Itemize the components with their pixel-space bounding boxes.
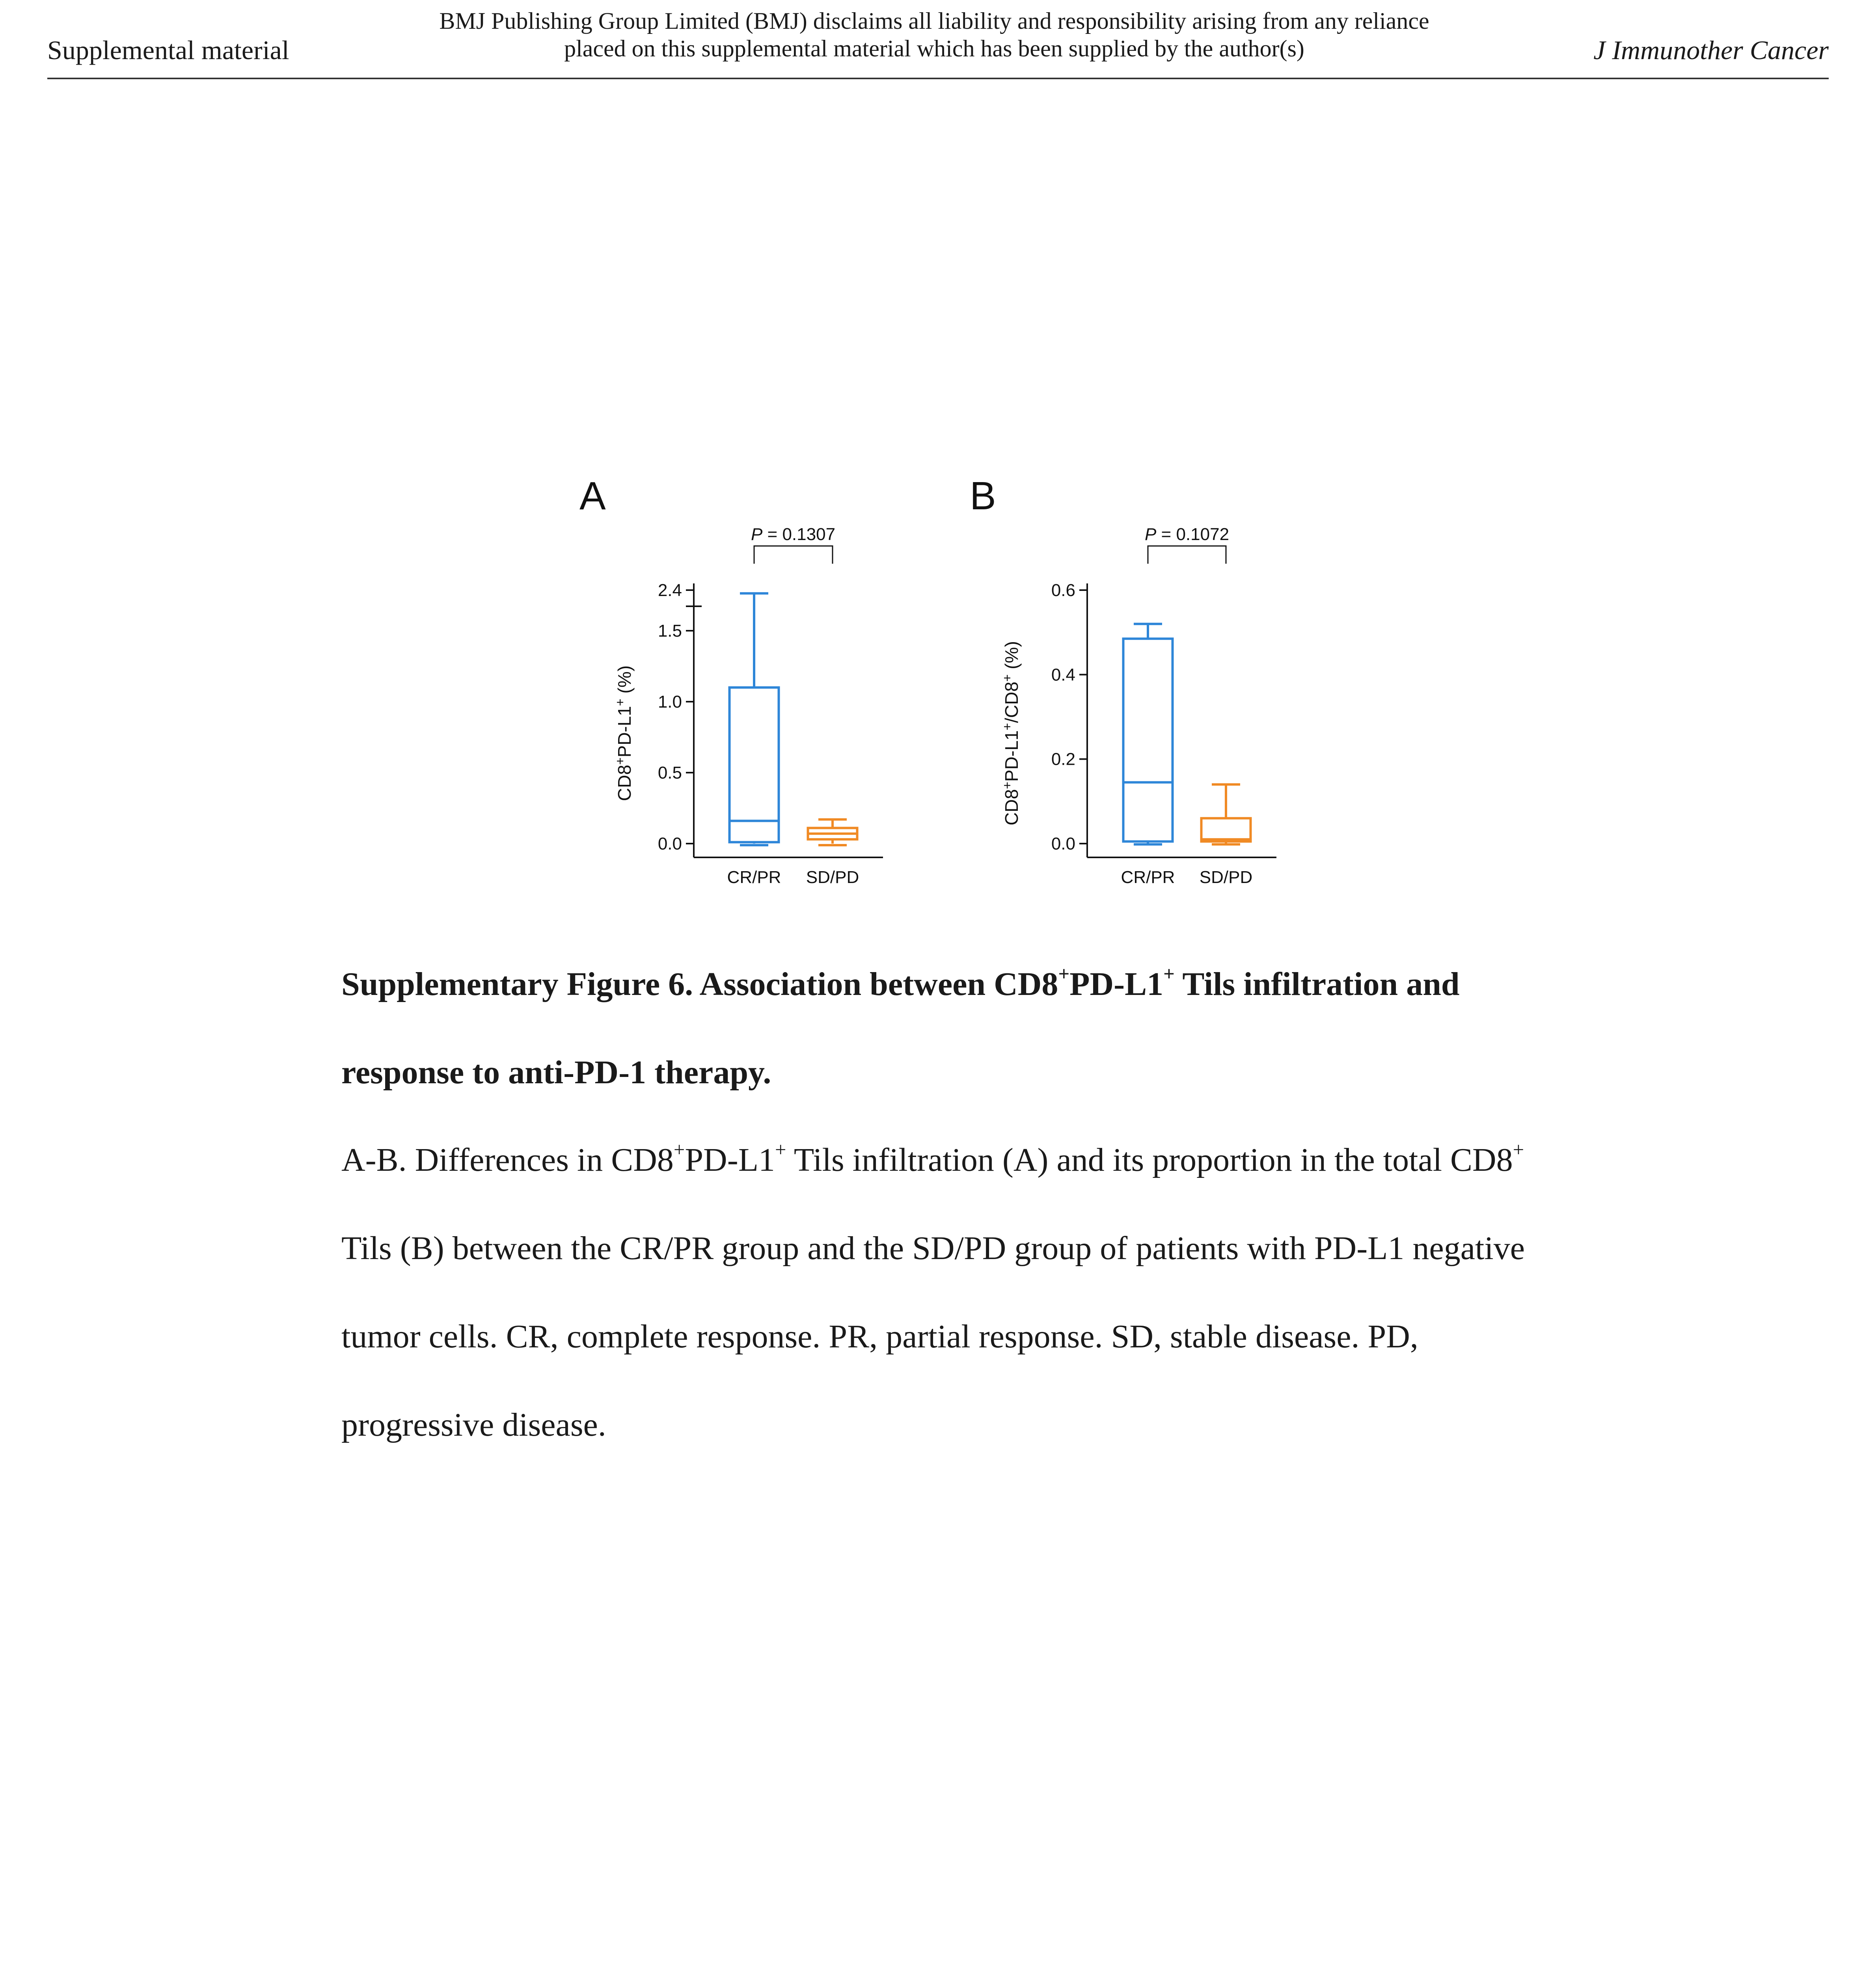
panel-a-ytick-label: 2.4	[658, 581, 682, 600]
panel-b-ylabel-part: (%)	[1001, 641, 1022, 674]
figure-caption-body	[341, 1116, 1563, 1469]
panel-b-ylabel-part: /CD8	[1001, 682, 1022, 723]
panel-a-ylabel-sup: +	[613, 699, 627, 706]
figure-caption-title	[341, 940, 1563, 1117]
panel-b-letter: B	[970, 474, 996, 518]
panel-b-p-text: = 0.1072	[1156, 525, 1230, 544]
caption-body-part: A-B. Differences in CD8	[341, 1142, 674, 1178]
panel-a-ytick-label: 1.5	[658, 621, 682, 641]
panel-a-ytick-label: 0.0	[658, 834, 682, 853]
header-disclaimer	[355, 7, 1514, 62]
caption-body-sup: +	[1513, 1138, 1524, 1161]
caption-title-part: Supplementary Figure 6. Association between CD8	[341, 966, 1058, 1002]
figure-6	[552, 465, 1340, 907]
panel-b-ytick-label: 0.0	[1051, 834, 1075, 853]
panel-b-box	[1123, 639, 1173, 841]
panel-a	[579, 474, 883, 887]
panel-b-p-value	[1145, 525, 1229, 544]
caption-title-sup: +	[1163, 963, 1175, 985]
panel-b-significance-bracket	[1148, 546, 1226, 564]
panel-b-box	[1202, 818, 1251, 842]
panel-b-ylabel-sup: +	[1000, 723, 1014, 730]
caption-title-part: PD-L1	[1069, 966, 1164, 1002]
panel-a-xtick-crpr: CR/PR	[727, 868, 781, 887]
panel-a-letter: A	[579, 474, 606, 518]
panel-a-ylabel-part: PD-L1	[614, 706, 635, 758]
caption-title-part: Tils infiltration and response to anti-PD-1 therapy.	[341, 966, 1460, 1091]
panel-b-box-sd-pd	[1202, 784, 1251, 844]
disclaimer-line-1: BMJ Publishing Group Limited (BMJ) disclaims all liability and responsibility arising from any reliance	[439, 8, 1429, 34]
panel-b	[970, 474, 1276, 887]
panel-a-p-label: P	[751, 525, 763, 544]
caption-body-sup: +	[775, 1138, 786, 1161]
panel-a-ylabel	[613, 665, 635, 801]
caption-body-sup: +	[673, 1138, 685, 1161]
header-journal: J Immunother Cancer	[1593, 35, 1829, 65]
panel-b-ylabel-sup: +	[1000, 674, 1014, 682]
panel-a-p-value	[751, 525, 835, 544]
panel-b-box-cr-pr	[1123, 624, 1173, 844]
caption-body-part: Tils infiltration (A) and its proportion in the total CD8	[786, 1142, 1513, 1178]
panel-a-xtick-sdpd: SD/PD	[806, 868, 859, 887]
panel-b-xtick-sdpd: SD/PD	[1199, 868, 1253, 887]
panel-b-ylabel-part: PD-L1	[1001, 730, 1022, 782]
panel-a-ylabel-part: CD8	[614, 765, 635, 801]
panel-b-ytick-label: 0.6	[1051, 581, 1075, 600]
panel-a-p-text: = 0.1307	[762, 525, 836, 544]
caption-title-sup: +	[1058, 963, 1070, 985]
panel-a-box-sd-pd	[808, 820, 857, 845]
panel-b-ylabel-part: CD8	[1001, 789, 1022, 825]
header-left: Supplemental material	[47, 35, 289, 65]
panel-a-box-cr-pr	[730, 593, 779, 845]
header-rule	[47, 78, 1829, 79]
caption-body-part: PD-L1	[685, 1142, 775, 1178]
panel-a-ytick-label: 0.5	[658, 763, 682, 782]
panel-b-ylabel-sup: +	[1000, 782, 1014, 789]
panel-b-p-label: P	[1144, 525, 1157, 544]
panel-b-ytick-label: 0.4	[1051, 665, 1075, 685]
panel-a-ylabel-sup: +	[613, 757, 627, 765]
panel-b-ylabel	[1000, 641, 1022, 825]
caption-body-part: Tils (B) between the CR/PR group and the SD/PD group of patients with PD-L1 negative tumor cells. CR, complete response. PR, partial response. SD, stable disease. PD, progressive disease.	[341, 1230, 1525, 1443]
panel-a-ylabel-part: (%)	[614, 665, 635, 699]
disclaimer-line-2: placed on this supplemental material which has been supplied by the author(s)	[564, 35, 1304, 61]
panel-a-ytick-label: 1.0	[658, 692, 682, 712]
panel-a-significance-bracket	[754, 546, 833, 564]
panel-a-box	[730, 687, 779, 842]
panel-b-xtick-crpr: CR/PR	[1121, 868, 1175, 887]
panel-b-ytick-label: 0.2	[1051, 749, 1075, 769]
